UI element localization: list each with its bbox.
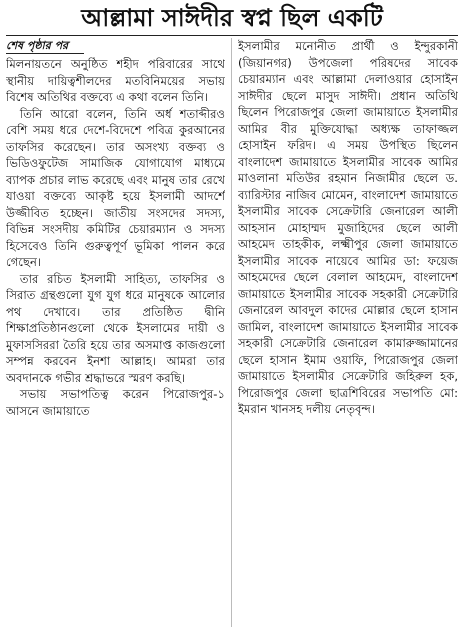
headline: আল্লামা সাঈদীর স্বপ্ন ছিল একটি	[81, 4, 383, 32]
left-paragraph-3: তার রচিত ইসলামী সাহিত্য, তাফসির ও সিরাত গ্রন্থগুলো যুগ যুগ ধরে মানুষকে আলোর পথ দেখাবে। তার প্রতিষ্ঠিত দ্বীনি শিক্ষাপ্রতিষ্ঠানগুলো থেকে ইসলামের দায়ী ও মুফাসসিররা তৈরি হয়ে তার অসমাপ্ত কাজগুলো সম্পন্ন করবেন ইনশা আল্লাহ। আমরা তার অবদানকে গভীর শ্রদ্ধাভরে স্মরণ করছি।	[6, 271, 225, 385]
headline-rule	[6, 35, 458, 36]
left-paragraph-4: সভায় সভাপতিত্ব করেন পিরোজপুর-১ আসনে জামায়াতে	[6, 387, 225, 418]
right-paragraph-1: ইসলামীর মনোনীত প্রার্থী ও ইন্দুরকানী (জিয়ানগর) উপজেলা পরিষদের সাবেক চেয়ারম্যান এবং আল্লামা দেলাওয়ার হোসাইন সাঈদীর ছেলে মাসুদ সাঈদী। প্রধান অতিথি ছিলেন পিরোজপুর জেলা জামায়াতে ইসলামীর আমির বীর মুক্তিযোদ্ধা অধ্যক্ষ তাফাজ্জল হোসাইন ফরিদ। এ সময় উপস্থিত ছিলেন বাংলাদেশ জামায়াতে ইসলামীর সাবেক আমির মাওলানা মতিউর রহমান নিজামীর ছেলে ড. ব্যারিস্টার নাজিব মোমেন, বাংলাদেশ জামায়াতে ইসলামীর সাবেক সেক্রেটারি জেনারেল আলী আহসান মোহাম্মদ মুজাহিদের ছেলে আলী আহমেদ তাহকীক, লক্ষ্মীপুর জেলা জামায়াতে ইসলামীর সাবেক নায়েবে আমির ডা: ফয়েজ আহমেদের ছেলে বেলাল আহমেদ, বাংলাদেশ জামায়াতে ইসলামীর সাবেক সহকারী সেক্রেটারি জেনারেল আবদুল কাদের মোল্লার ছেলে হাসান জামিল, বাংলাদেশ জামায়াতে ইসলামীর সাবেক সহকারী সেক্রেটারি জেনারেল কামারুজ্জামানের ছেলে হাসান ইমাম ওয়াফি, পিরোজপুর জেলা জামায়াতে ইসলামীর সেক্রেটারি জহিরুল হক, পিরোজপুর জেলা ছাত্রশিবিরের সভাপতি মো: ইমরান খানসহ দলীয় নেতৃবৃন্দ।	[238, 39, 458, 416]
left-paragraph-2: তিনি আরো বলেন, তিনি অর্ধ শতাব্দীরও বেশি সময় ধরে দেশে-বিদেশে পবিত্র কুরআনের তাফসির করেছেন। তার অসংখ্য বক্তব্য ও ভিডিওফুটেজ সামাজিক যোগাযোগ মাধ্যমে ব্যাপক প্রচার লাভ করেছে এবং মানুষ তার রেখে যাওয়া বক্তব্যে আকৃষ্ট হয়ে ইসলামী আদর্শে উজ্জীবিত হচ্ছেন। জাতীয় সংসদের সদস্য, বিভিন্ন সংসদীয় কমিটির চেয়ারম্যান ও সদস্য হিসেবেও তিনি গুরুত্বপূর্ণ ভূমিকা পালন করে গেছেন।	[6, 106, 225, 269]
left-column	[6, 38, 225, 631]
column-divider	[231, 38, 232, 627]
continued-label: শেষ পৃষ্ঠার পর	[6, 38, 84, 54]
right-column	[238, 38, 458, 631]
left-paragraph-1: মিলনায়তনে অনুষ্ঠিত শহীদ পরিবারের সাথে স্থানীয় দায়িত্বশীলদের মতবিনিময়ের সভায় বিশেষ অতিথির বক্তব্যে এ কথা বলেন তিনি।	[6, 57, 225, 104]
